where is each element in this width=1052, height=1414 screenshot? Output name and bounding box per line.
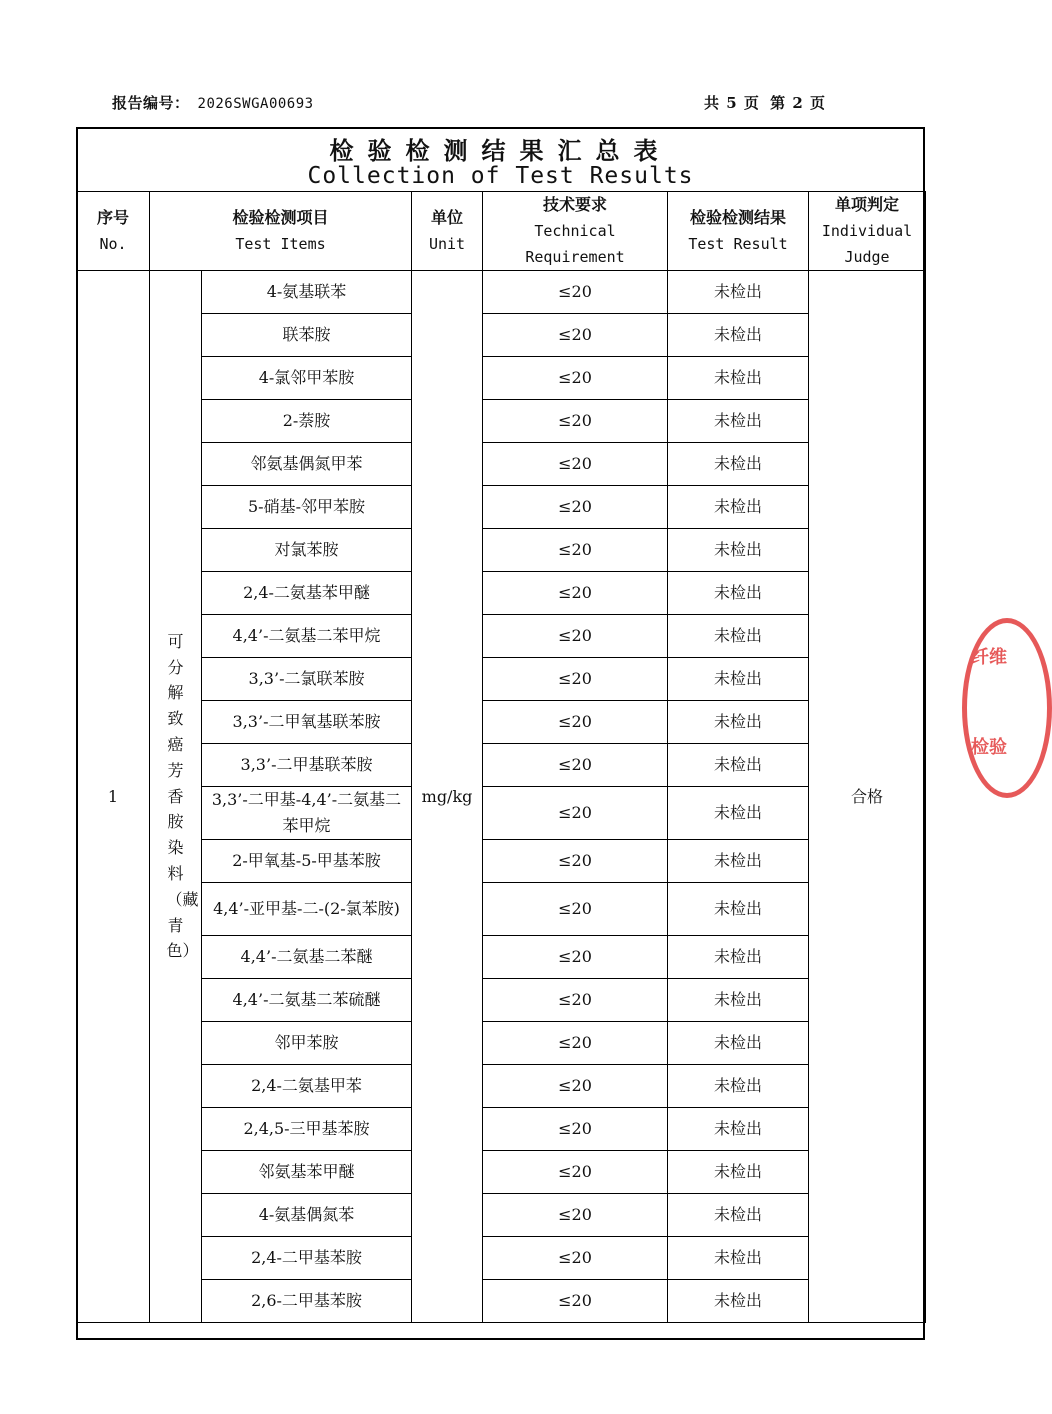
table-row	[77, 400, 926, 443]
requirement: ≤20	[483, 936, 668, 979]
test-result: 未检出	[668, 357, 809, 400]
requirement: ≤20	[483, 529, 668, 572]
test-result: 未检出	[668, 658, 809, 701]
requirement: ≤20	[483, 1022, 668, 1065]
table-header-row	[77, 192, 926, 271]
table-row	[77, 840, 926, 883]
col-requirement: 技术要求 Technical Requirement	[483, 192, 668, 271]
table-row	[77, 1022, 926, 1065]
test-category-label: 可分解致癌芳香胺染料（藏青色）	[166, 631, 199, 961]
requirement: ≤20	[483, 357, 668, 400]
requirement: ≤20	[483, 840, 668, 883]
test-result: 未检出	[668, 1237, 809, 1280]
test-result: 未检出	[668, 701, 809, 744]
requirement: ≤20	[483, 744, 668, 787]
requirement: ≤20	[483, 883, 668, 936]
test-item: 2,4-二氨基苯甲醚	[202, 572, 412, 615]
test-result: 未检出	[668, 400, 809, 443]
test-item: 3,3’-二甲基-4,4’-二氨基二苯甲烷	[202, 787, 412, 840]
test-item: 联苯胺	[202, 314, 412, 357]
requirement: ≤20	[483, 1194, 668, 1237]
test-result: 未检出	[668, 1194, 809, 1237]
test-result: 未检出	[668, 271, 809, 314]
requirement: ≤20	[483, 443, 668, 486]
table-row	[77, 1237, 926, 1280]
test-result: 未检出	[668, 486, 809, 529]
results-table	[76, 191, 926, 1323]
test-item: 4-氨基偶氮苯	[202, 1194, 412, 1237]
col-judge: 单项判定 Individual Judge	[809, 192, 926, 271]
row-number: 1	[77, 271, 150, 1323]
test-item: 邻氨基苯甲醚	[202, 1151, 412, 1194]
requirement: ≤20	[483, 701, 668, 744]
requirement: ≤20	[483, 1151, 668, 1194]
test-item: 3,3’-二氯联苯胺	[202, 658, 412, 701]
test-item: 4,4’-二氨基二苯醚	[202, 936, 412, 979]
requirement: ≤20	[483, 271, 668, 314]
results-sheet	[76, 127, 925, 1340]
test-category	[150, 271, 202, 1323]
seal-text-bottom: 检验	[971, 737, 1007, 758]
page-indicator	[704, 92, 830, 113]
test-result: 未检出	[668, 744, 809, 787]
requirement: ≤20	[483, 1108, 668, 1151]
table-row	[77, 787, 926, 840]
table-row	[77, 936, 926, 979]
requirement: ≤20	[483, 572, 668, 615]
seal-text-top: 纤维	[971, 647, 1007, 668]
requirement: ≤20	[483, 400, 668, 443]
table-row	[77, 529, 926, 572]
test-result: 未检出	[668, 1108, 809, 1151]
test-item: 对氯苯胺	[202, 529, 412, 572]
test-result: 未检出	[668, 1022, 809, 1065]
table-row	[77, 357, 926, 400]
test-result: 未检出	[668, 1151, 809, 1194]
test-item: 4-氯邻甲苯胺	[202, 357, 412, 400]
col-unit: 单位 Unit	[412, 192, 483, 271]
report-number-label: 报告编号：	[112, 94, 190, 112]
table-row	[77, 486, 926, 529]
test-item: 5-硝基-邻甲苯胺	[202, 486, 412, 529]
requirement: ≤20	[483, 658, 668, 701]
title-chinese: 检验检测结果汇总表	[329, 136, 672, 165]
test-result: 未检出	[668, 936, 809, 979]
title-english: Collection of Test Results	[307, 163, 694, 189]
test-item: 邻甲苯胺	[202, 1022, 412, 1065]
test-result: 未检出	[668, 572, 809, 615]
table-row	[77, 658, 926, 701]
table-row	[77, 744, 926, 787]
table-row	[77, 572, 926, 615]
current-page: 第 2 页	[770, 94, 827, 112]
requirement: ≤20	[483, 1237, 668, 1280]
test-item: 4,4’-二氨基二苯硫醚	[202, 979, 412, 1022]
test-result: 未检出	[668, 979, 809, 1022]
table-row	[77, 979, 926, 1022]
judgement: 合格	[809, 271, 926, 1323]
test-item: 3,3’-二甲基联苯胺	[202, 744, 412, 787]
test-result: 未检出	[668, 1280, 809, 1323]
table-row	[77, 1151, 926, 1194]
table-row	[77, 1065, 926, 1108]
test-item: 2,4,5-三甲基苯胺	[202, 1108, 412, 1151]
test-item: 4-氨基联苯	[202, 271, 412, 314]
test-item: 2-甲氧基-5-甲基苯胺	[202, 840, 412, 883]
test-result: 未检出	[668, 529, 809, 572]
table-row	[77, 615, 926, 658]
test-item: 2,4-二甲基苯胺	[202, 1237, 412, 1280]
table-row	[77, 701, 926, 744]
test-result: 未检出	[668, 840, 809, 883]
requirement: ≤20	[483, 1280, 668, 1323]
table-row	[77, 1108, 926, 1151]
test-result: 未检出	[668, 1065, 809, 1108]
test-result: 未检出	[668, 787, 809, 840]
table-row	[77, 1194, 926, 1237]
total-pages: 共 5 页	[704, 94, 760, 112]
requirement: ≤20	[483, 615, 668, 658]
col-no: 序号 No.	[77, 192, 150, 271]
inspection-seal	[962, 618, 1052, 798]
col-test-items: 检验检测项目 Test Items	[150, 192, 412, 271]
test-item: 4,4’-亚甲基-二-(2-氯苯胺)	[202, 883, 412, 936]
requirement: ≤20	[483, 979, 668, 1022]
test-result: 未检出	[668, 615, 809, 658]
table-row	[77, 314, 926, 357]
test-item: 2,6-二甲基苯胺	[202, 1280, 412, 1323]
test-item: 邻氨基偶氮甲苯	[202, 443, 412, 486]
table-row	[77, 1280, 926, 1323]
report-number: 2026SWGA00693	[197, 96, 314, 112]
report-number-line	[112, 92, 314, 113]
requirement: ≤20	[483, 1065, 668, 1108]
col-result: 检验检测结果 Test Result	[668, 192, 809, 271]
requirement: ≤20	[483, 486, 668, 529]
test-item: 3,3’-二甲氧基联苯胺	[202, 701, 412, 744]
table-row	[77, 443, 926, 486]
requirement: ≤20	[483, 314, 668, 357]
test-result: 未检出	[668, 883, 809, 936]
test-item: 4,4’-二氨基二苯甲烷	[202, 615, 412, 658]
unit: mg/kg	[412, 271, 483, 1323]
test-item: 2,4-二氨基甲苯	[202, 1065, 412, 1108]
table-row	[77, 271, 926, 314]
test-result: 未检出	[668, 314, 809, 357]
test-result: 未检出	[668, 443, 809, 486]
table-row	[77, 883, 926, 936]
requirement: ≤20	[483, 787, 668, 840]
test-item: 2-萘胺	[202, 400, 412, 443]
